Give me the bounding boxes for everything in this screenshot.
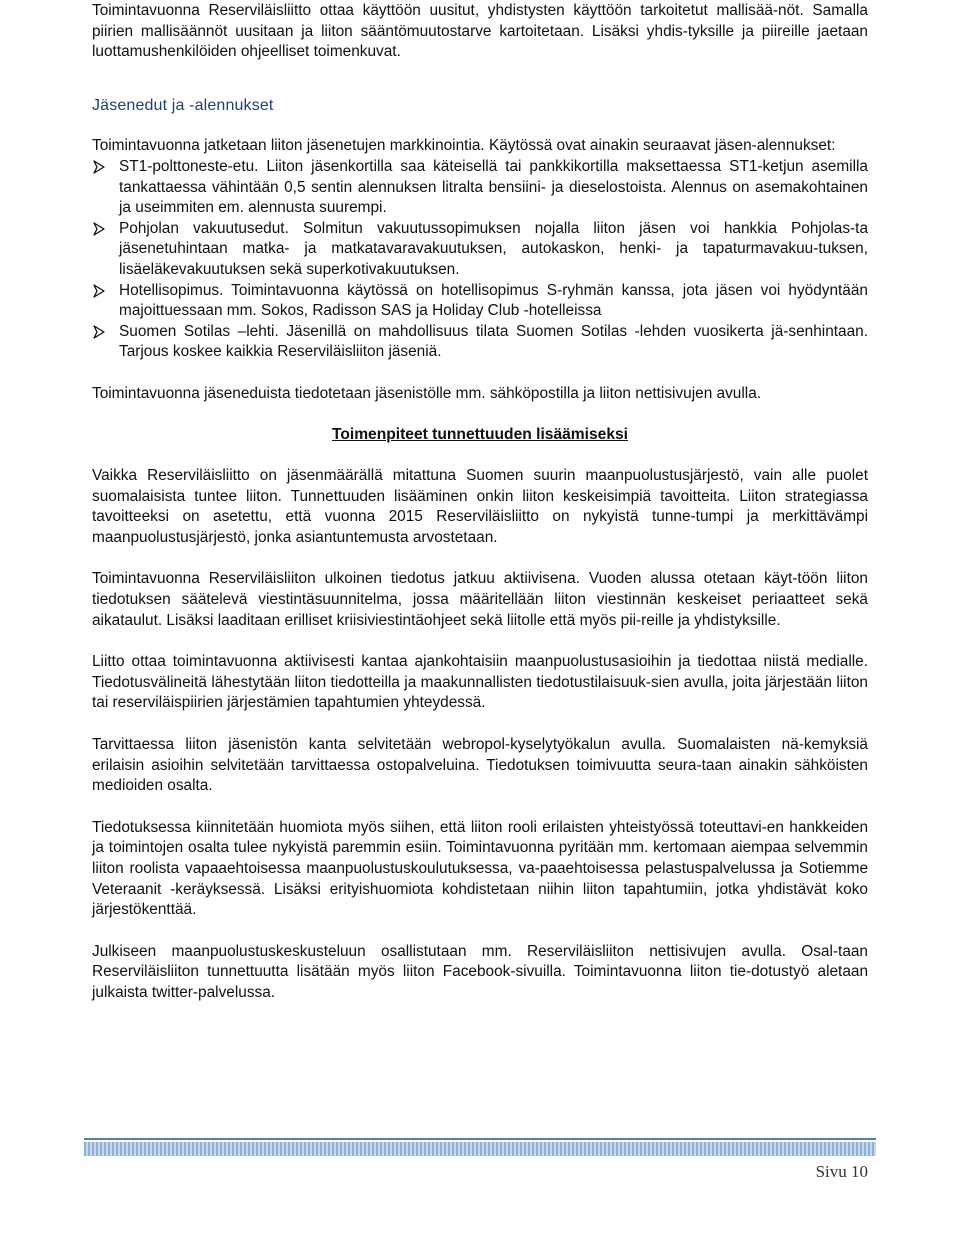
body-paragraph: Liitto ottaa toimintavuonna aktiivisesti kantaa ajankohtaisiin maanpuolustusasioihin ja tiedottaa niistä medialle. Tiedotusvälineitä lähestytään liiton tiedotteilla ja maakunnallisten tiedotustilaisuuk-sien avulla, joita järjestään liiton tai reserviläispiirien järjestämien tapahtumien yhteydessä. (92, 653, 868, 712)
body-paragraph: Toimintavuonna Reserviläisliiton ulkoinen tiedotus jatkuu aktiivisena. Vuoden alussa otetaan käyt-töön liiton tiedotuksen säätelevä viestintäsuunnitelma, jossa määritellään liiton viestinnän keskeiset periaatteet sekä aikataulut. Lisäksi laaditaan erilliset kriisiviestintäohjeet sekä liitolle että myös pii-reille ja yhdistyksille. (92, 570, 868, 629)
body-paragraph: Tarvittaessa liiton jäsenistön kanta selvitetään webropol-kyselytyökalun avulla. Suomalaisten nä-kemyksiä erilaisin asioihin selvitetään tarvittaessa ostopalveluina. Tiedotuksen toimivuutta seura-taan ainakin sähköisten medioiden osalta. (92, 736, 868, 795)
arrow-bullet-icon (93, 222, 105, 236)
footer-rule-band (84, 1142, 876, 1156)
body-paragraph: Tiedotuksessa kiinnitetään huomiota myös siihen, että liiton rooli erilaisten yhteistyössä toteuttavi-en hankkeiden ja toimintojen osalta tulee nykyistä paremmin esiin. Toimintavuonna pyritään mm. kertomaan aiempaa selvemmin liiton roolista vapaaehtoisessa maanpuolustuskoulutuksessa, va-paaehtoisessa pelastuspalvelussa ja Sotiemme Veteraanit -keräyksessä. Lisäksi erityishuomiota kohdistetaan niihin liiton tapahtumiin, jotka yhdistävät koko järjestökenttää. (92, 818, 868, 919)
list-item (92, 219, 868, 281)
arrow-bullet-icon (93, 160, 105, 174)
body-paragraph: Vaikka Reserviläisliitto on jäsenmäärällä mitattuna Suomen suurin maanpuolustusjärjestö, vain alle puolet suomalaisista tuntee liiton. Tunnettuuden lisääminen onkin liiton keskeisimpiä tavoitteita. Liiton strategiassa tavoitteeksi on asetettu, että vuonna 2015 Reserviläisliitto on nykyistä tunne-tumpi ja merkittävämpi maanpuolustusjärjestö, jonka asiantuntemusta arvostetaan. (92, 467, 868, 546)
footer-rule-thin (84, 1138, 876, 1140)
arrow-bullet-icon (93, 284, 105, 298)
body-paragraph: Julkiseen maanpuolustuskeskusteluun osallistutaan mm. Reserviläisliiton nettisivujen avulla. Osal-taan Reserviläisliiton tunnettuutta lisätään myös liiton Facebook-sivuilla. Toimintavuonna liiton tie-dotustyö aletaan julkaista twitter-palvelussa. (92, 942, 868, 1001)
list-item (92, 157, 868, 219)
awareness-heading: Toimenpiteet tunnettuuden lisäämiseksi (331, 425, 629, 443)
page-content (92, 0, 868, 1004)
list-item-text: Pohjolan vakuutusedut. Solmitun vakuutussopimuksen nojalla liiton jäsen voi hankkia Pohjolas-ta jäsenetuhintaan matka- ja matkatavaravakuutuksen, autokaskon, henki- ja tapaturmavakuu-tuksen, lisäeläkevakuutuksen sekä superkotivakuutuksen. (119, 219, 868, 278)
membership-intro-paragraph: Toimintavuonna jatketaan liiton jäsenetujen markkinointia. Käytössä ovat ainakin seuraavat jäsen-alennukset: (92, 137, 836, 155)
list-item-text: ST1-polttoneste-etu. Liiton jäsenkortilla saa käteisellä tai pankkikortilla maksettaessa ST1-ketjun asemilla tankattaessa vähintään 0,5 sentin alennuksen litralta bensiini- ja dieselostoista. Alennus on asemakohtainen ja useimmiten em. alennusta suurempi. (119, 157, 868, 217)
footer-rule (84, 1138, 876, 1160)
list-item-text: Hotellisopimus. Toimintavuonna käytössä on hotellisopimus S-ryhmän kanssa, jota jäsen voi hyödyntään majoittuessaan mm. Sokos, Radisson SAS ja Holiday Club -hotelleissa (119, 281, 868, 320)
list-item (92, 281, 868, 322)
intro-paragraph: Toimintavuonna Reserviläisliitto ottaa käyttöön uusitut, yhdistysten käyttöön tarkoitetut mallisää-nöt. Samalla piirien mallisäännöt uusitaan ja liiton sääntömuutostarve kartoitetaan. Lisäksi yhdis-tyksille ja piireille jaetaan luottamushenkilöiden ohjeelliset toimenkuvat. (92, 2, 868, 61)
page-number: Sivu 10 (815, 1162, 868, 1181)
section-heading-member-benefits: Jäsenedut ja -alennukset (92, 96, 274, 114)
arrow-bullet-icon (93, 325, 105, 339)
list-item-text: Suomen Sotilas –lehti. Jäsenillä on mahdollisuus tilata Suomen Sotilas -lehden vuosikerta jä-senhintaan. Tarjous koskee kaikkia Reserviläisliiton jäseniä. (119, 322, 868, 361)
benefits-list (92, 157, 868, 363)
list-item (92, 322, 868, 363)
members-info-paragraph: Toimintavuonna jäseneduista tiedotetaan jäsenistölle mm. sähköpostilla ja liiton nettisivujen avulla. (92, 384, 762, 402)
